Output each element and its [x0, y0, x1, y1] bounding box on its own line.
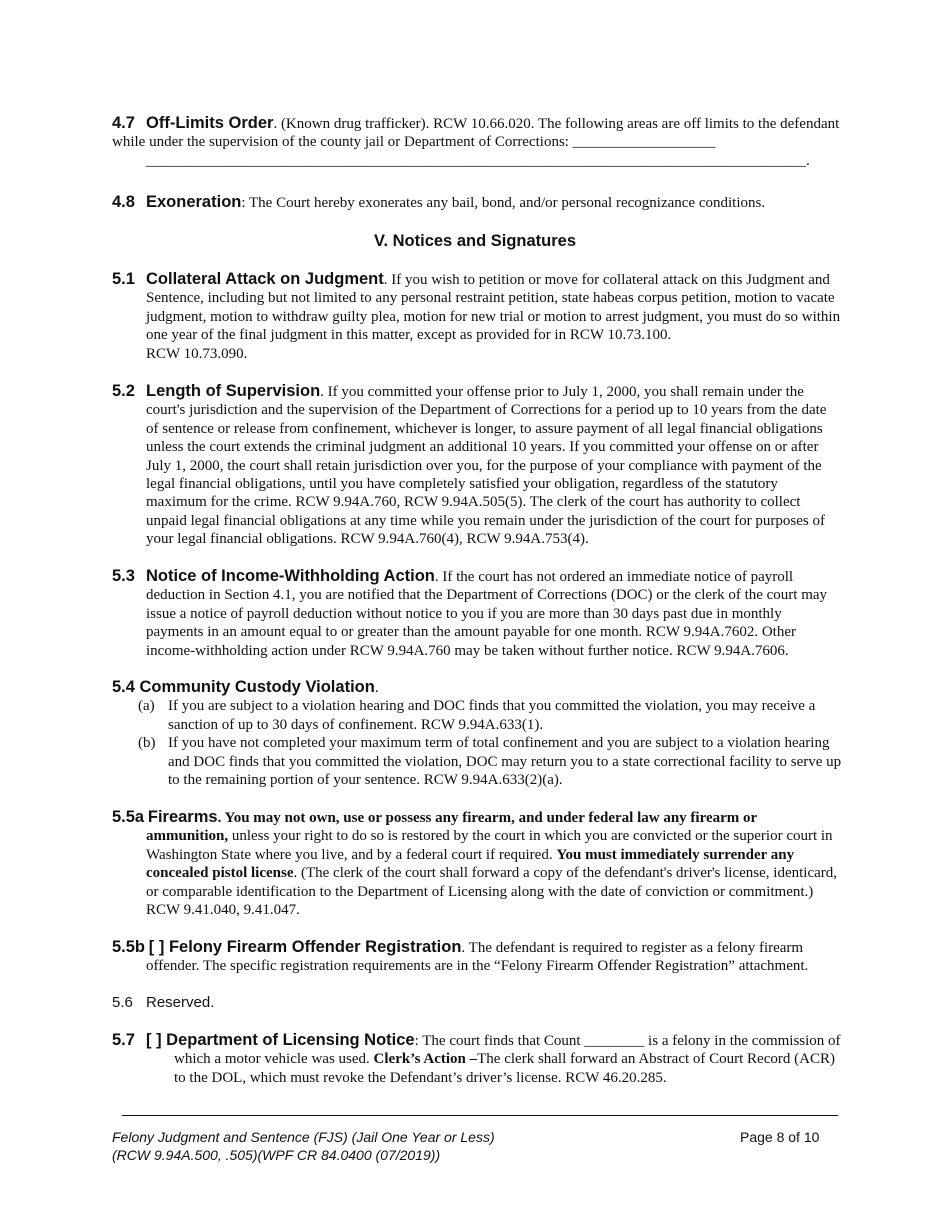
list-item — [112, 697, 842, 734]
section-text: . The defendant is required to register as a felony firearm offender. The specific registration requirements are in the “Felony Firearm Offender Registration” attachment. — [146, 940, 809, 975]
section-heading: Collateral Attack on Judgment — [146, 270, 384, 288]
section-5-2 — [112, 382, 842, 549]
clerks-action-label: Clerk’s Action – — [373, 1051, 478, 1068]
section-heading: [ ] Felony Firearm Offender Registration — [148, 938, 462, 956]
section-text: unless your right to do so is restored by the court in which you are convicted or the superior court in Washington State where you live, and by a federal court if required. — [146, 828, 833, 863]
list-item-text: If you are subject to a violation hearing and DOC finds that you committed the violation, you may receive a sanction of up to 30 days of confinement. RCW 9.94A.633(1). — [168, 698, 816, 733]
firearms-warning: . You may not own, use or possess any firearm, and under federal law any firearm or ammunition, — [146, 810, 757, 845]
footer-divider — [122, 1115, 838, 1116]
section-heading: Exoneration — [146, 193, 242, 211]
section-5-5b — [112, 938, 842, 976]
section-text: . If the court has not ordered an immediate notice of payroll deduction in Section 4.1, you are notified that the Department of Corrections (DOC) or the clerk of the court may issue a notice of payroll deduction without notice to you if you are more than 30 days past due in monthly payments in an amount equal to or greater than the amount payable for one month. RCW 9.94A.7602. Other income-withholding action under RCW 9.94A.760 may be taken without further notice. RCW 9.94A.7606. — [146, 569, 828, 659]
section-heading: [ ] Department of Licensing Notice — [146, 1031, 415, 1049]
page-number: Page 8 of 10 — [740, 1129, 820, 1145]
section-text: : The Court hereby exonerates any bail, bond, and/or personal recognizance conditions. — [241, 195, 766, 211]
section-number: 5.3 — [112, 567, 135, 585]
surrender-notice: You must immediately surrender any concealed pistol license — [146, 846, 795, 882]
section-text: : The court finds that Count ________ is a felony in the commission of which a motor vehicle was used. — [174, 1033, 841, 1068]
section-v-title: V. Notices and Signatures — [373, 232, 577, 250]
section-text-2: RCW 10.73.090. — [146, 345, 248, 362]
list-item-text: If you have not completed your maximum term of total confinement and you are subject to a violation hearing and DOC finds that you committed the violation, DOC may return you to a state correctional facility to serve up to the remaining portion of your sentence. RCW 9.94A.633(2)(a). — [168, 735, 842, 789]
section-5-5a — [112, 808, 842, 919]
section-number: 4.8 — [112, 193, 135, 211]
list-item-label: (b) — [138, 735, 156, 752]
footer-line-1: Felony Judgment and Sentence (FJS) (Jail One Year or Less) — [112, 1129, 495, 1145]
list-item-label: (a) — [138, 698, 155, 715]
section-5-6 — [112, 994, 842, 1012]
section-number: 5.7 — [112, 1031, 135, 1049]
section-heading: Firearms — [147, 808, 218, 826]
section-4-7 — [112, 114, 842, 170]
section-text: . (Known drug trafficker). RCW 10.66.020. The following areas are off limits to the defendant while under the supervision of the county jail or Department of Corrections: ___________________ — [112, 116, 840, 151]
list-item — [112, 734, 842, 789]
section-number: 5.6 — [112, 994, 133, 1011]
section-number: 5.1 — [112, 270, 135, 288]
section-heading: Reserved. — [146, 994, 215, 1011]
blank-line: ________________________________________________________________________________________. — [146, 152, 810, 169]
section-5-4: 5.4 Community Custody Violation. (a) If you are subject to a violation hearing and DOC finds that you committed the violation, you may receive a sanction of up to 30 days of confinement. RCW 9.94A.633(1). (b) If you have not completed your maximum term of total confinement and you are subject to a violation hearing and DOC finds that you committed the violation, DOC may return you to a state correctional facility to serve up to the remaining portion of your sentence. RCW 9.94A.633(2)(a). — [112, 678, 842, 789]
footer-form-title — [112, 1128, 495, 1164]
section-5-1 — [112, 270, 842, 363]
section-text: . If you committed your offense prior to July 1, 2000, you shall remain under the court's jurisdiction and the supervision of the Department of Corrections for a period up to 10 years from the date of sentence or release from confinement, whichever is longer, to assure payment of all legal financial obligations unless the court extends the criminal judgment an additional 10 years. If you committed your offense on or after July 1, 2000, the court shall retain jurisdiction over you, for the purpose of your compliance with payment of the legal financial obligations, until you have completely satisfied your obligation, regardless of the statutory maximum for the crime. RCW 9.94A.760, RCW 9.94A.505(5). The clerk of the court has authority to collect unpaid legal financial obligations at any time while you remain under the jurisdiction of the court for purposes of your legal financial obligations. RCW 9.94A.760(4), RCW 9.94A.753(4). — [146, 384, 827, 548]
section-number: 5.5b — [112, 938, 146, 956]
section-number: 5.2 — [112, 382, 135, 400]
section-number: 5.5a — [112, 808, 145, 826]
section-heading: Length of Supervision — [146, 382, 321, 400]
footer-line-2: (RCW 9.94A.500, .505)(WPF CR 84.0400 (07/2019)) — [112, 1147, 441, 1163]
section-heading: Off-Limits Order — [146, 114, 274, 132]
section-number: 4.7 — [112, 114, 135, 132]
section-text-2: The clerk shall forward an Abstract of Court Record (ACR) to the DOL, which must revoke the Defendant’s driver’s license. RCW 46.20.285. — [174, 1051, 835, 1086]
section-4-8 — [112, 193, 842, 212]
section-heading: Notice of Income-Withholding Action — [146, 567, 435, 585]
section-5-7 — [112, 1031, 842, 1087]
section-text: . If you wish to petition or move for collateral attack on this Judgment and Sentence, including but not limited to any personal restraint petition, state habeas corpus petition, motion to vacate judgment, motion to withdraw guilty plea, motion for new trial or motion to arrest judgment, you must do so within one year of the final judgment in this matter, except as provided for in RCW 10.73.100. — [146, 272, 841, 344]
section-5-3 — [112, 567, 842, 660]
section-text-2: . (The clerk of the court shall forward a copy of the defendant's driver's license, identicard, or comparable identification to the Department of Licensing along with the date of conviction or commitment.) RCW 9.41.040, 9.41.047. — [146, 865, 838, 919]
section-heading: 5.4 Community Custody Violation — [112, 678, 375, 696]
